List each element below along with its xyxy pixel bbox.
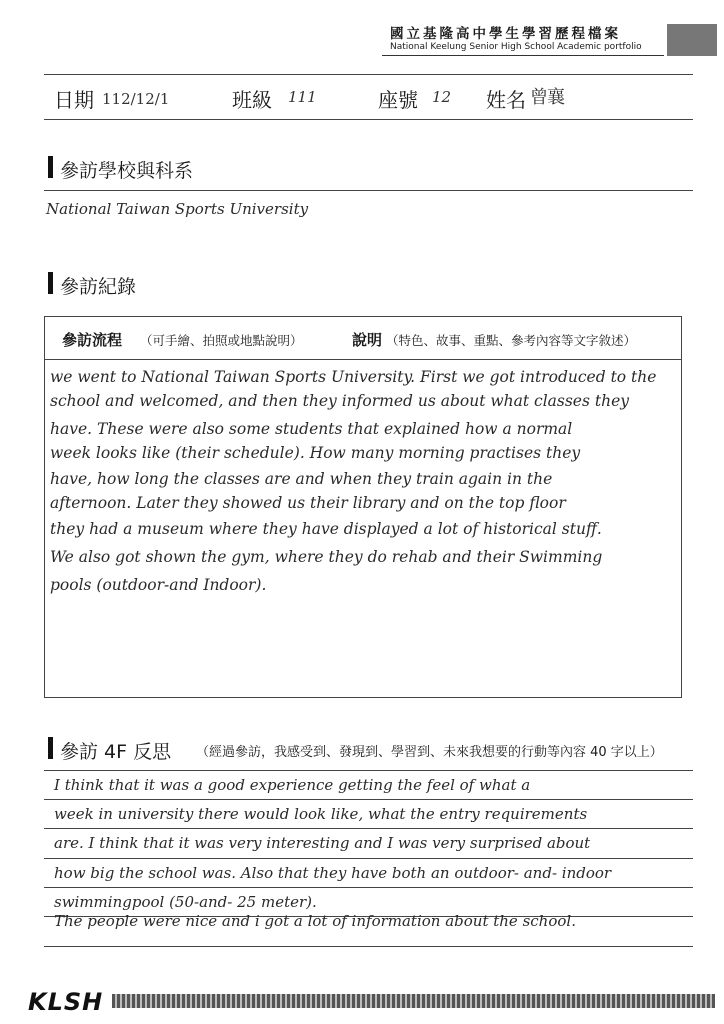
reflection-line: swimmingpool (50-and- 25 meter).	[54, 893, 317, 911]
header-gray-block	[667, 24, 717, 56]
flow-label: 參訪流程	[62, 331, 123, 349]
seat-label: 座號	[378, 88, 418, 112]
writing-line	[44, 828, 693, 829]
section1-rule	[44, 190, 693, 191]
portfolio-title-en: National Keelung Senior High School Academic portfolio	[390, 42, 642, 52]
record-line: have. These were also some students that explained how a normal	[50, 420, 573, 438]
name-value: 曾襄	[530, 87, 564, 108]
section-marker	[48, 156, 53, 178]
name-label: 姓名	[486, 88, 526, 112]
reflection-line: The people were nice and i got a lot of information about the school.	[54, 912, 576, 930]
flow-note: （可手繪、拍照或地點說明）	[140, 333, 303, 348]
record-line: have, how long the classes are and when they train again in the	[50, 470, 553, 488]
desc-label: 說明	[352, 331, 383, 349]
reflection-line: how big the school was. Also that they have both an outdoor- and- indoor	[54, 864, 612, 882]
reflection-line: are. I think that it was very interesting and I was very surprised about	[54, 834, 591, 852]
record-line: school and welcomed, and then they informed us about what classes they	[50, 392, 629, 410]
class-value: 111	[288, 88, 317, 106]
header-rule	[382, 55, 664, 56]
record-line: week looks like (their schedule). How many morning practises they	[50, 444, 581, 462]
section1-title: 參訪學校與科系	[60, 160, 194, 182]
writing-line	[44, 887, 693, 888]
section-marker	[48, 272, 53, 294]
portfolio-title-zh: 國立基隆高中學生學習歷程檔案	[390, 26, 621, 42]
section3-title: 參訪 4F 反思	[60, 741, 172, 763]
seat-value: 12	[432, 88, 452, 106]
record-line: pools (outdoor-and Indoor).	[50, 576, 267, 594]
date-label: 日期	[54, 88, 94, 112]
date-value: 112/12/1	[102, 90, 170, 108]
klsh-logo: KLSH	[28, 988, 104, 1016]
record-line: afternoon. Later they showed us their library and on the top floor	[50, 494, 566, 512]
writing-line	[44, 799, 693, 800]
reflection-line: week in university there would look like, what the entry requirements	[54, 805, 588, 823]
writing-line	[44, 858, 693, 859]
section2-title: 參訪紀錄	[60, 276, 137, 298]
writing-line	[44, 946, 693, 947]
section3-note: （經過參訪，我感受到、發現到、學習到、未來我想要的行動等內容 40 字以上）	[196, 745, 663, 760]
info-top-rule	[44, 74, 693, 75]
writing-line	[44, 770, 693, 771]
reflection-line: I think that it was a good experience getting the feel of what a	[54, 776, 531, 794]
info-bottom-rule	[44, 119, 693, 120]
record-line: we went to National Taiwan Sports University. First we got introduced to the	[50, 368, 657, 386]
class-label: 班級	[232, 88, 272, 112]
record-line: they had a museum where they have displayed a lot of historical stuff.	[50, 520, 602, 538]
section1-answer: National Taiwan Sports University	[46, 200, 309, 218]
record-line: We also got shown the gym, where they do rehab and their Swimming	[50, 548, 603, 566]
section-marker	[48, 737, 53, 759]
desc-note: （特色、故事、重點、參考內容等文字敘述）	[386, 333, 637, 348]
footer-stripe-bar	[112, 994, 715, 1008]
